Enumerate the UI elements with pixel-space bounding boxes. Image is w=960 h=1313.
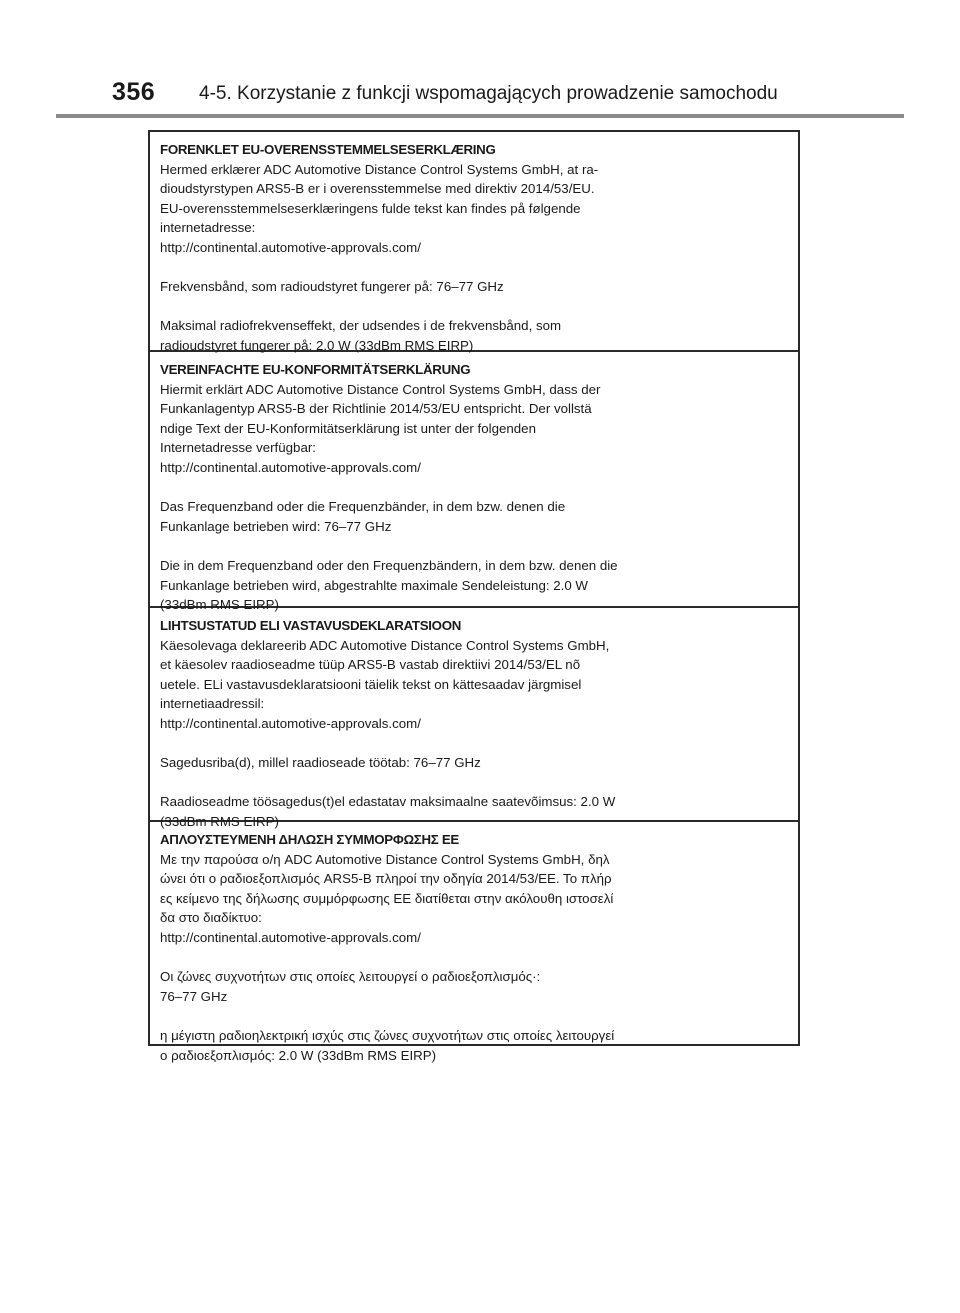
- section-title: ΑΠΛΟΥΣΤΕΥΜΕΝΗ ΔΗΛΩΣΗ ΣΥΜΜΟΡΦΩΣΗΣ ΕΕ: [160, 832, 459, 847]
- paragraph-gap: [160, 478, 788, 498]
- text-line: et käesolev raadioseadme tüüp ARS5-B vastab direktiivi 2014/53/EL nõ: [160, 657, 581, 673]
- text-line: uetele. ELi vastavusdeklaratsiooni täielik tekst on kättesaadav järgmisel: [160, 676, 582, 692]
- text-line: ες κείμενο της δήλωσης συμμόρφωσης ΕΕ διατίθεται στην ακόλουθη ιστοσελί: [160, 890, 614, 906]
- text-line: Funkanlage betrieben wird, abgestrahlte maximale Sendeleistung: 2.0 W: [160, 577, 588, 593]
- text-line: Οι ζώνες συχνοτήτων στις οποίες λειτουργεί ο ραδιοεξοπλισμός·:: [160, 969, 541, 985]
- text-line: Käesolevaga deklareerib ADC Automotive Distance Control Systems GmbH,: [160, 637, 610, 653]
- text-line: Hiermit erklärt ADC Automotive Distance Control Systems GmbH, dass der: [160, 381, 601, 397]
- declaration-table: [148, 130, 800, 1063]
- section-title: LIHTSUSTATUD ELI VASTAVUSDEKLARATSIOON: [160, 618, 462, 633]
- text-line: http://continental.automotive-approvals.com/: [160, 239, 421, 255]
- section-greek: [150, 820, 798, 1063]
- page-number: 356: [112, 78, 156, 106]
- text-line: (33dBm RMS EIRP): [160, 597, 279, 613]
- text-line: internetiaadressil:: [160, 696, 265, 712]
- text-line: Sagedusriba(d), millel raadioseade töötab: 76–77 GHz: [160, 755, 481, 771]
- text-line: Frekvensbånd, som radioudstyret fungerer på: 76–77 GHz: [160, 279, 504, 295]
- text-line: dioudstyrstypen ARS5-B er i overensstemmelse med direktiv 2014/53/EU.: [160, 181, 595, 197]
- section-estonian: [150, 606, 798, 829]
- text-line: Das Frequenzband oder die Frequenzbänder, in dem bzw. denen die: [160, 499, 566, 515]
- text-line: ο ραδιοεξοπλισμός: 2.0 W (33dBm RMS EIRP): [160, 1047, 437, 1063]
- paragraph-gap: [160, 536, 788, 556]
- paragraph-gap: [160, 297, 788, 317]
- text-line: δα στο διαδίκτυο:: [160, 910, 262, 926]
- text-line: Hermed erklærer ADC Automotive Distance Control Systems GmbH, at ra-: [160, 161, 599, 177]
- section-german: [150, 350, 798, 613]
- text-line: Internetadresse verfügbar:: [160, 440, 316, 456]
- text-line: Raadioseadme töösagedus(t)el edastatav maksimaalne saatevõimsus: 2.0 W: [160, 794, 616, 810]
- paragraph-gap: [160, 773, 788, 793]
- text-line: http://continental.automotive-approvals.com/: [160, 715, 421, 731]
- text-line: ώνει ότι ο ραδιοεξοπλισμός ARS5-B πληροί την οδηγία 2014/53/ΕΕ. Το πλήρ: [160, 871, 612, 887]
- section-danish: [150, 132, 798, 353]
- paragraph-gap: [160, 258, 788, 278]
- chapter-title: 4-5. Korzystanie z funkcji wspomagających prowadzenie samochodu: [199, 83, 778, 104]
- paragraph-gap: [160, 948, 788, 968]
- text-line: http://continental.automotive-approvals.com/: [160, 459, 421, 475]
- text-line: Die in dem Frequenzband oder den Frequenzbändern, in dem bzw. denen die: [160, 557, 618, 573]
- text-line: http://continental.automotive-approvals.com/: [160, 929, 421, 945]
- section-title: FORENKLET EU-OVERENSSTEMMELSESERKLÆRING: [160, 142, 496, 157]
- text-line: internetadresse:: [160, 220, 256, 236]
- text-line: Funkanlage betrieben wird: 76–77 GHz: [160, 518, 392, 534]
- text-line: Maksimal radiofrekvenseffekt, der udsendes i de frekvensbånd, som: [160, 318, 562, 334]
- text-line: (33dBm RMS EIRP): [160, 813, 279, 829]
- paragraph-gap: [160, 1006, 788, 1026]
- section-title: VEREINFACHTE EU-KONFORMITÄTSERKLÄRUNG: [160, 362, 471, 377]
- text-line: Funkanlagentyp ARS5-B der Richtlinie 2014/53/EU entspricht. Der vollstä: [160, 401, 592, 417]
- text-line: EU-overensstemmelseserklæringens fulde tekst kan findes på følgende: [160, 200, 581, 216]
- text-line: η μέγιστη ραδιοηλεκτρική ισχύς στις ζώνες συχνοτήτων στις οποίες λειτουργεί: [160, 1027, 615, 1043]
- text-line: radioudstyret fungerer på: 2.0 W (33dBm RMS EIRP): [160, 337, 474, 353]
- text-line: Με την παρούσα ο/η ADC Automotive Distance Control Systems GmbH, δηλ: [160, 851, 610, 867]
- page-header: [56, 78, 904, 118]
- header-divider: [56, 114, 904, 118]
- text-line: ndige Text der EU-Konformitätserklärung ist unter der folgenden: [160, 420, 536, 436]
- text-line: 76–77 GHz: [160, 988, 228, 1004]
- paragraph-gap: [160, 734, 788, 754]
